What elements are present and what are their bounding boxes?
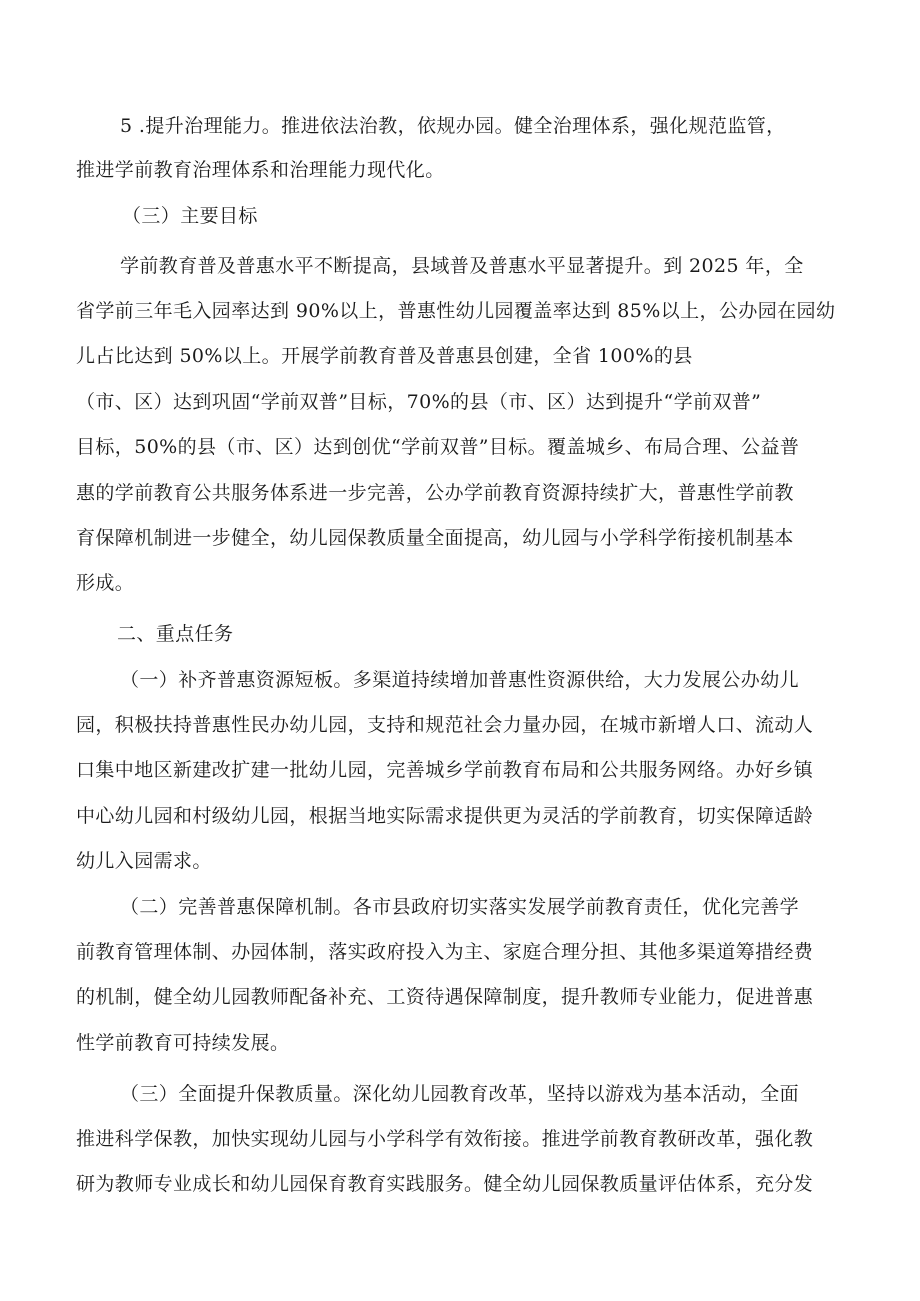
- task1-line-1: （一）补齐普惠资源短板。多渠道持续增加普惠性资源供给，大力发展公办幼儿: [120, 669, 800, 691]
- task1-line-3: 口集中地区新建改扩建一批幼儿园，完善城乡学前教育布局和公共服务网络。办好乡镇: [76, 759, 814, 781]
- goals-line-3: 儿占比达到 50%以上。开展学前教育普及普惠县创建，全省 100%的县: [76, 345, 693, 367]
- section-two-heading: 二、重点任务: [117, 623, 234, 645]
- section-3-heading: （三）主要目标: [122, 205, 258, 227]
- task3-line-1: （三）全面提升保教质量。深化幼儿园教育改革，坚持以游戏为基本活动，全面: [120, 1083, 800, 1105]
- item5-line-1: 5 .提升治理能力。推进依法治教，依规办园。健全治理体系，强化规范监管，: [120, 115, 786, 137]
- goals-line-7: 育保障机制进一步健全，幼儿园保教质量全面提高，幼儿园与小学科学衔接机制基本: [76, 527, 794, 549]
- task3-line-2: 推进科学保教，加快实现幼儿园与小学科学有效衔接。推进学前教育教研改革，强化教: [76, 1128, 814, 1150]
- goals-line-1: 学前教育普及普惠水平不断提高，县域普及普惠水平显著提升。到 2025 年，全: [120, 255, 804, 277]
- task3-line-3: 研为教师专业成长和幼儿园保育教育实践服务。健全幼儿园保教质量评估体系，充分发: [76, 1173, 814, 1195]
- task2-line-3: 的机制，健全幼儿园教师配备补充、工资待遇保障制度，提升教师专业能力，促进普惠: [76, 986, 814, 1008]
- goals-line-4: （市、区）达到巩固“学前双普”目标，70%的县（市、区）达到提升“学前双普”: [76, 391, 762, 413]
- task1-line-5: 幼儿入园需求。: [76, 850, 212, 872]
- goals-line-5: 目标，50%的县（市、区）达到创优“学前双普”目标。覆盖城乡、布局合理、公益普: [76, 436, 800, 458]
- task1-line-2: 园，积极扶持普惠性民办幼儿园，支持和规范社会力量办园，在城市新增人口、流动人: [76, 714, 814, 736]
- item5-line-2: 推进学前教育治理体系和治理能力现代化。: [76, 159, 445, 181]
- goals-line-8: 形成。: [76, 572, 135, 594]
- goals-line-2: 省学前三年毛入园率达到 90%以上，普惠性幼儿园覆盖率达到 85%以上，公办园在园幼: [76, 300, 836, 322]
- task1-line-4: 中心幼儿园和村级幼儿园，根据当地实际需求提供更为灵活的学前教育，切实保障适龄: [76, 805, 814, 827]
- goals-line-6: 惠的学前教育公共服务体系进一步完善，公办学前教育资源持续扩大，普惠性学前教: [76, 482, 794, 504]
- task2-line-2: 前教育管理体制、办园体制，落实政府投入为主、家庭合理分担、其他多渠道筹措经费: [76, 941, 814, 963]
- task2-line-1: （二）完善普惠保障机制。各市县政府切实落实发展学前教育责任，优化完善学: [120, 896, 800, 918]
- task2-line-4: 性学前教育可持续发展。: [76, 1032, 290, 1054]
